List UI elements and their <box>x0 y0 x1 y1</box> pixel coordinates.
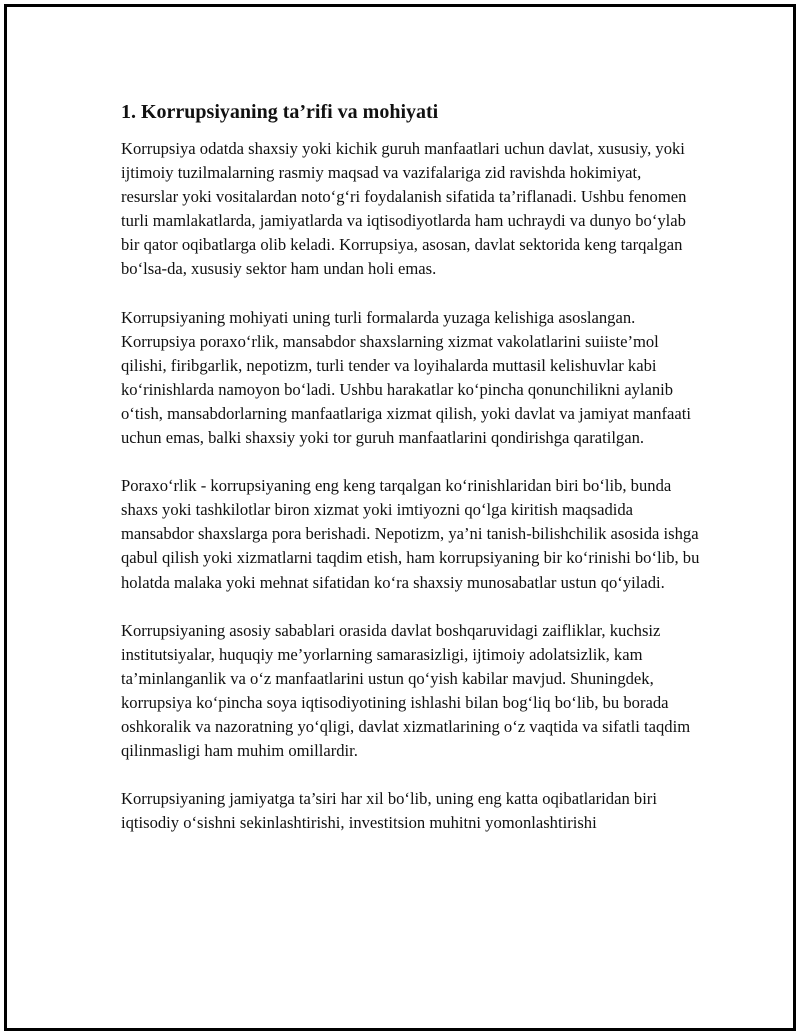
paragraph-bribery-nepotism: Poraxo‘rlik - korrupsiyaning eng keng tarqalgan ko‘rinishlaridan biri bo‘lib, bunda shaxs yoki tashkilotlar biron xizmat yoki imtiyozni qo‘lga kiritish maqsadida mansabdor shaxslarga pora berishadi. Nepotizm, ya’ni tanish-bilishchilik asosida ishga qabul qilish yoki xizmatlarni taqdim etish, ham korrupsiyaning bir ko‘rinishi bo‘lib, bu holatda malaka yoki mehnat sifatidan ko‘ra shaxsiy munosabatlar ustun qo‘yiladi. <box>121 476 700 592</box>
paragraph-impact: Korrupsiyaning jamiyatga ta’siri har xil bo‘lib, uning eng katta oqibatlaridan biri iqtisodiy o‘sishni sekinlashtirishi, investitsion muhitni yomonlashtirishi <box>121 789 657 833</box>
document-page <box>4 4 796 1031</box>
paragraph-essence: Korrupsiyaning mohiyati uning turli formalarda yuzaga kelishiga asoslangan. Korrupsiya poraxo‘rlik, mansabdor shaxslarning xizmat vakolatlarini suiiste’mol qilishi, firibgarlik, nepotizm, turli tender va loyihalarda muttasil kelishuvlar kabi ko‘rinishlarda namoyon bo‘ladi. Ushbu harakatlar ko‘pincha qonunchilikni aylanib o‘tish, mansabdorlarning manfaatlariga xizmat qilish, yoki davlat va jamiyat manfaati uchun emas, balki shaxsiy yoki tor guruh manfaatlarini qondirishga qaratilgan. <box>121 307 692 448</box>
paragraph-causes: Korrupsiyaning asosiy sabablari orasida davlat boshqaruvidagi zaifliklar, kuchsiz institutsiyalar, huquqiy me’yorlarning samarasizligi, ijtimoiy adolatsizlik, kam ta’minlanganlik va o‘z manfaatlarini ustun qo‘yish kabilar mavjud. Shuningdek, korrupsiya ko‘pincha soya iqtisodiyotining ishlashi bilan bog‘liq bo‘lib, bu borada oshkoralik va nazoratning yo‘qligi, davlat xizmatlarining o‘z vaqtida va sifatli taqdim qilinmasligi ham muhim omillardir. <box>121 620 691 761</box>
paragraph-definition: Korrupsiya odatda shaxsiy yoki kichik guruh manfaatlari uchun davlat, xususiy, yoki ijtimoiy tuzilmalarning rasmiy maqsad va vazifalariga zid ravishda hokimiyat, resurslar yoki vositalardan noto‘g‘ri foydalanish sifatida ta’riflanadi. Ushbu fenomen turli mamlakatlarda, jamiyatlarda va iqtisodiyotlarda ham uchraydi va dunyo bo‘ylab bir qator oqibatlarga olib keladi. Korrupsiya, asosan, davlat sektorida keng tarqalgan bo‘lsa-da, xususiy sektor ham undan holi emas. <box>121 139 687 279</box>
document-body <box>121 99 701 859</box>
section-heading: 1. Korrupsiyaning ta’rifi va mohiyati <box>121 101 439 123</box>
